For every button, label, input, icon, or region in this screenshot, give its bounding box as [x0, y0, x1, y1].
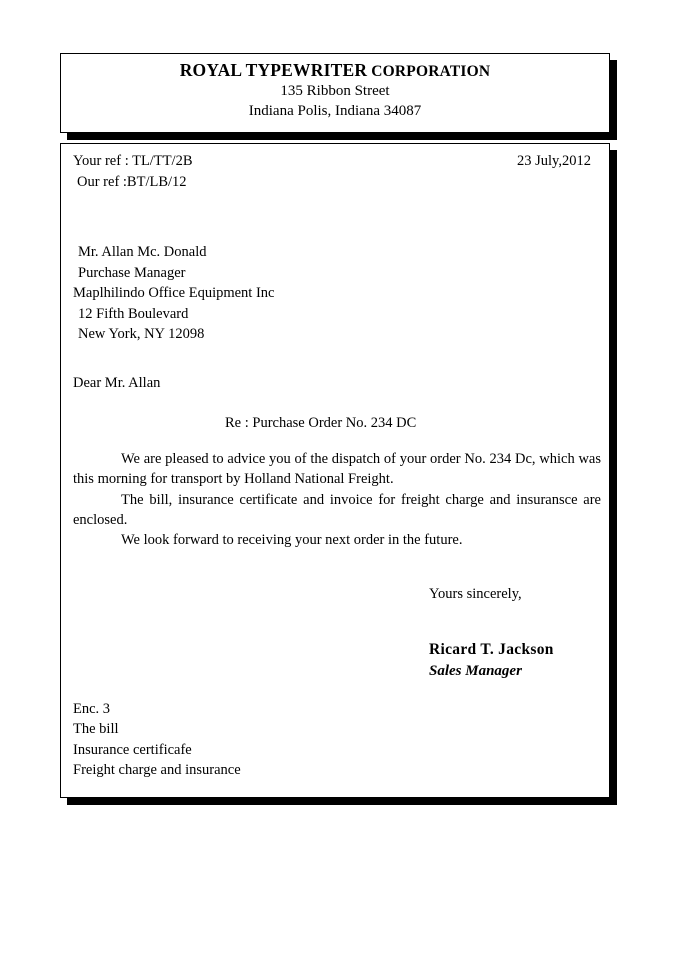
enclosure-item: The bill — [73, 721, 119, 738]
recipient-address-block — [73, 242, 274, 345]
enclosure-block — [73, 699, 241, 780]
our-ref-label: Our ref : — [77, 173, 127, 190]
reference-block — [73, 151, 599, 192]
company-name-main: ROYAL TYPEWRITER — [179, 60, 368, 80]
body-paragraph: We are pleased to advice you of the dispatch of your order No. 234 Dc, which was this morning for transport by Holland National Freight. — [73, 451, 601, 488]
letterhead-box — [60, 53, 610, 133]
salutation: Dear Mr. Allan — [73, 375, 161, 391]
letter-date: 23 July,2012 — [517, 153, 591, 169]
recipient-line: Purchase Manager — [78, 264, 186, 281]
enclosure-item: Freight charge and insurance — [73, 761, 241, 778]
recipient-line: 12 Fifth Boulevard — [78, 305, 189, 322]
our-ref-row — [73, 172, 599, 193]
body-paragraph: The bill, insurance certificate and invoice for freight charge and insuransce are enclosed. — [73, 491, 601, 528]
company-name — [61, 60, 609, 82]
letter-body-box — [60, 143, 610, 798]
your-ref-row — [73, 151, 599, 172]
body-paragraph: We look forward to receiving your next order in the future. — [121, 532, 463, 549]
our-ref-value: BT/LB/12 — [126, 173, 187, 190]
signer-name: Ricard T. Jackson — [429, 641, 554, 658]
company-street: 135 Ribbon Street — [280, 82, 390, 99]
recipient-line: New York, NY 12098 — [78, 326, 205, 343]
body-text — [73, 449, 601, 550]
enclosure-heading: Enc. 3 — [73, 701, 111, 717]
signature-block — [429, 640, 554, 681]
recipient-line: Mr. Allan Mc. Donald — [78, 244, 207, 260]
your-ref-value: TL/TT/2B — [132, 153, 193, 169]
your-ref-label: Your ref : — [73, 153, 133, 169]
subject-line: Re : Purchase Order No. 234 DC — [225, 415, 417, 431]
closing-phrase: Yours sincerely, — [429, 586, 522, 602]
company-city-state-zip: Indiana Polis, Indiana 34087 — [248, 102, 422, 119]
signer-title: Sales Manager — [429, 662, 522, 679]
letter-content — [61, 144, 609, 797]
recipient-line: Maplhilindo Office Equipment Inc — [73, 285, 275, 302]
company-name-suffix: CORPORATION — [367, 63, 491, 80]
enclosure-item: Insurance certificafe — [73, 741, 192, 758]
